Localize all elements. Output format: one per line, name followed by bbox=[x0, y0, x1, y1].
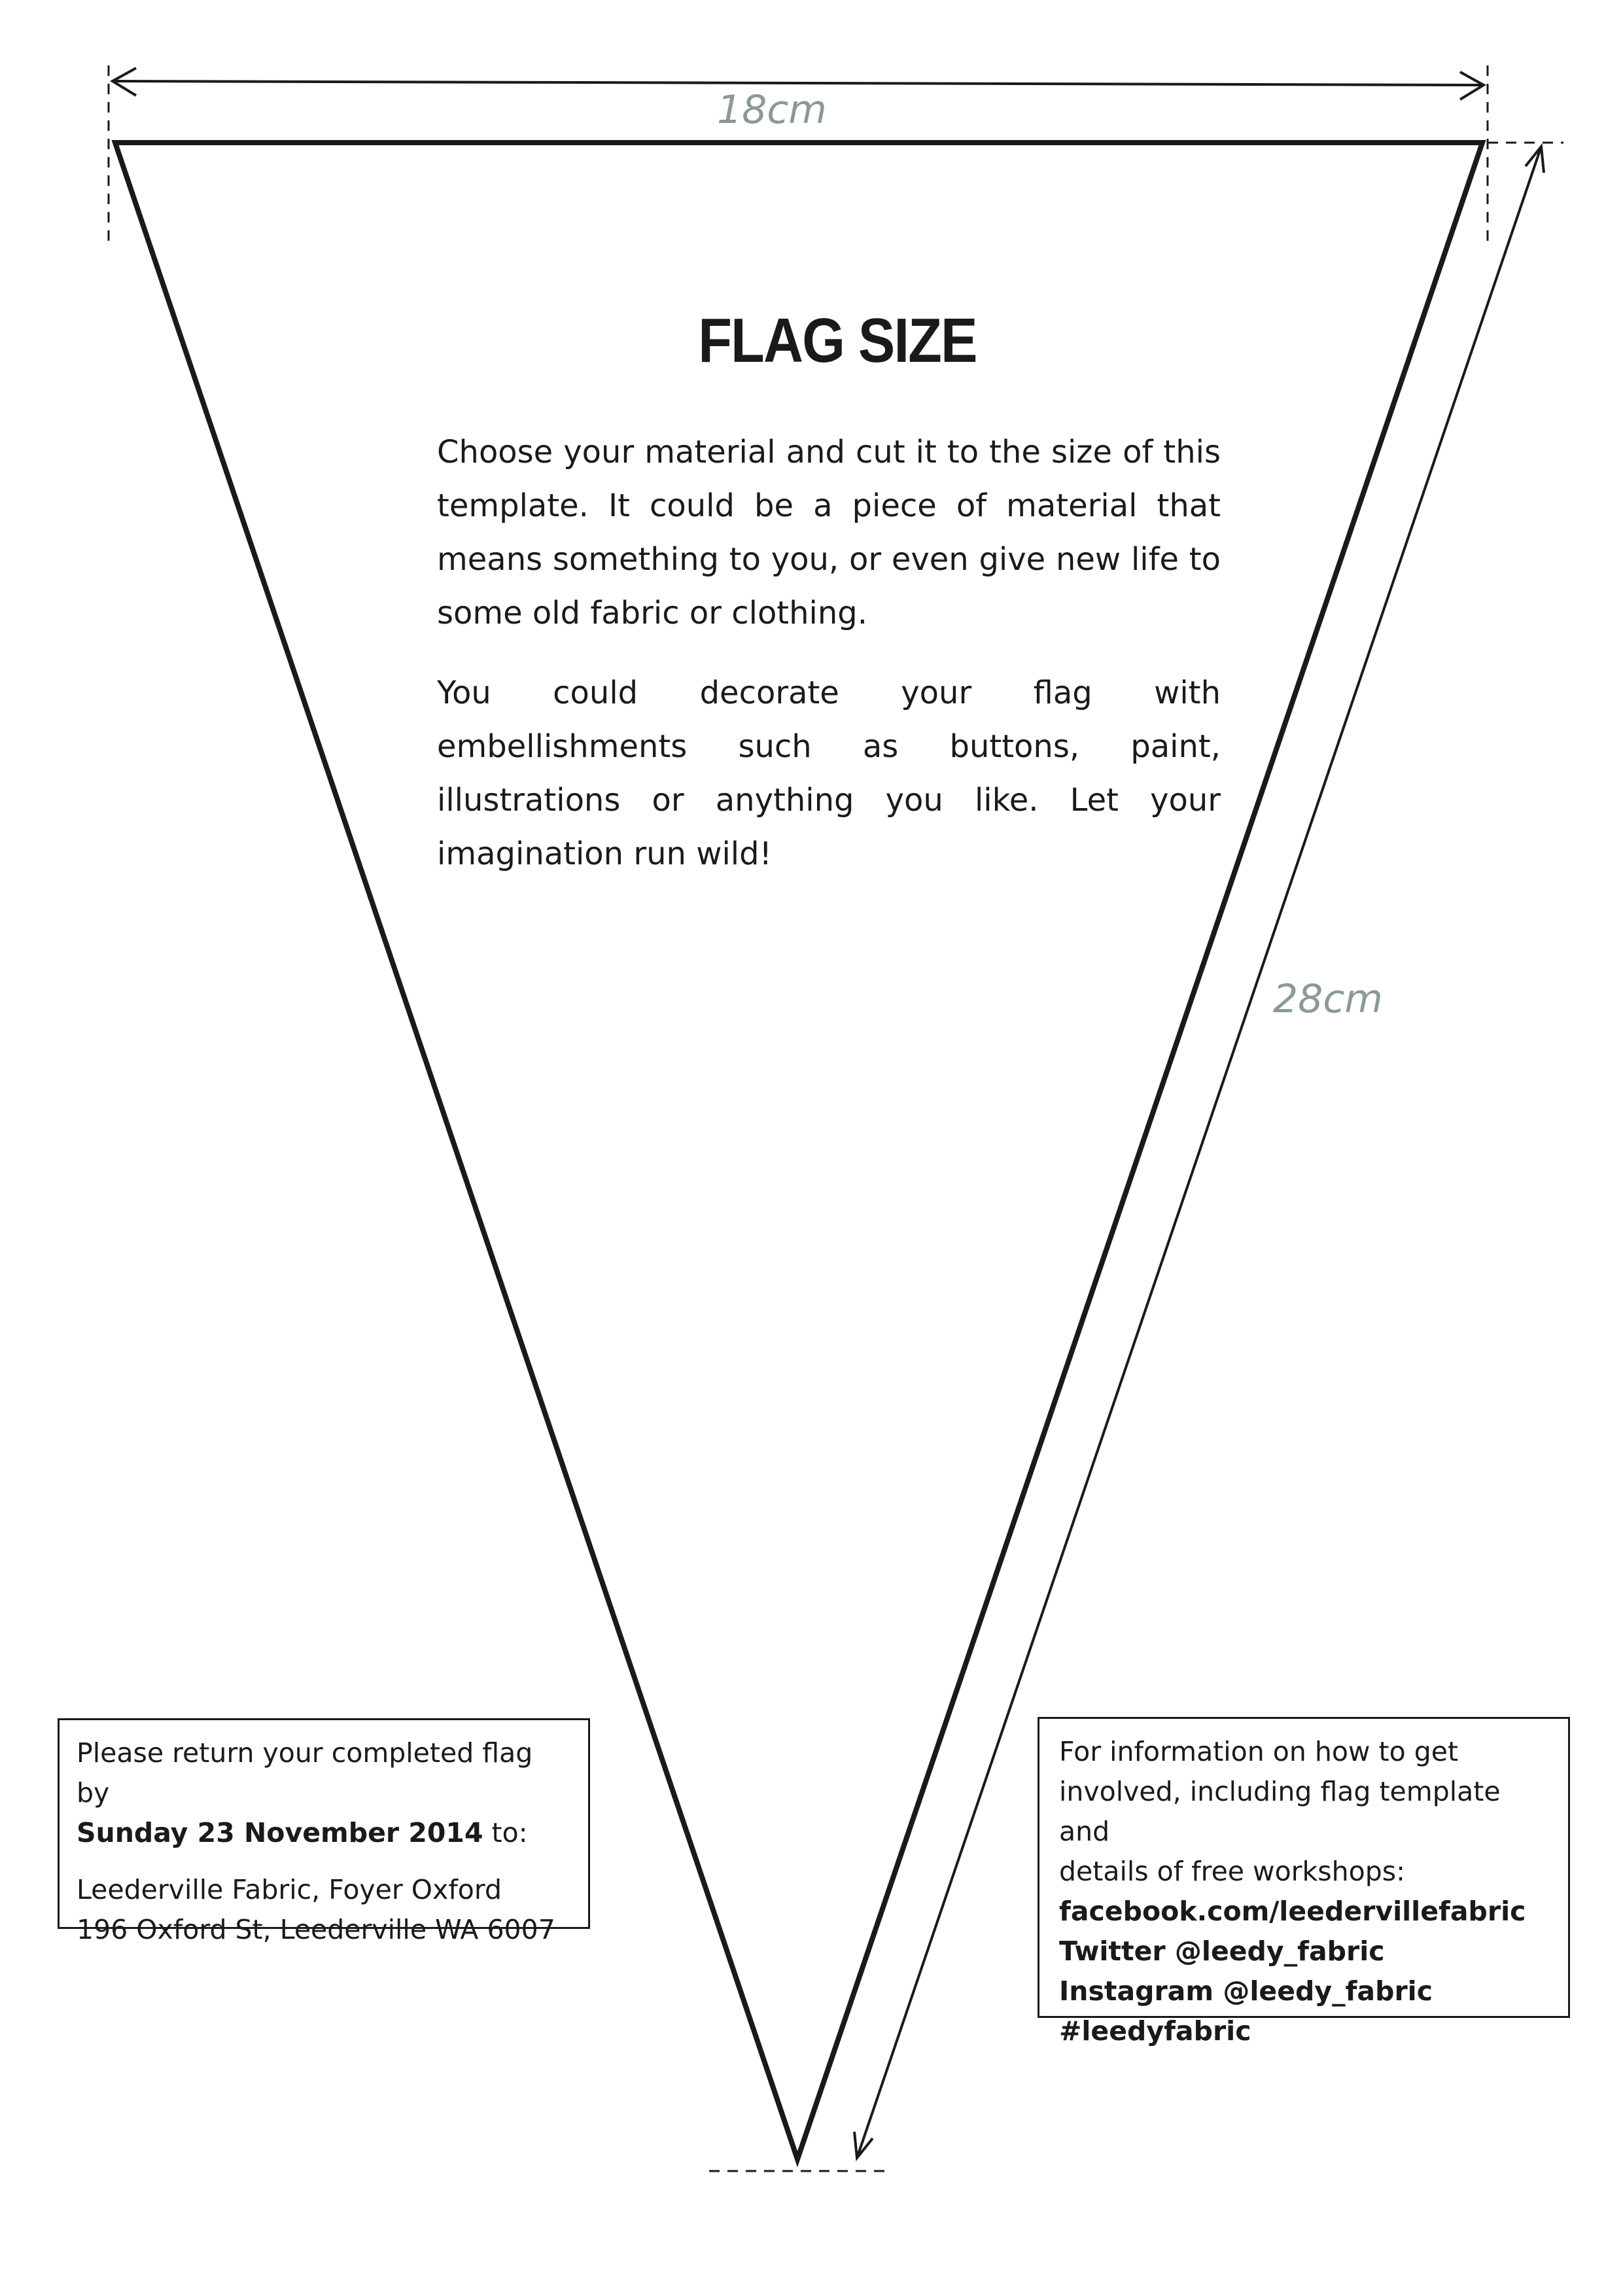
height-dimension-label: 28cm bbox=[1273, 976, 1383, 1022]
return-date: Sunday 23 November 2014 bbox=[77, 1817, 483, 1848]
return-to: to: bbox=[483, 1817, 528, 1848]
instagram-handle[interactable]: Instagram @leedy_fabric bbox=[1059, 1975, 1433, 2007]
information-box bbox=[1038, 1717, 1570, 2047]
page-title: FLAG SIZE bbox=[698, 306, 977, 376]
instructions-paragraph-decorate: You could decorate your flag with embellishments such as buttons, paint, illustrations or anything you like. Let your imagination run wild! bbox=[437, 675, 1221, 872]
facebook-link[interactable]: facebook.com/leedervillefabric bbox=[1059, 1896, 1526, 1927]
twitter-handle[interactable]: Twitter @leedy_fabric bbox=[1059, 1935, 1385, 1967]
info-text-line-2: involved, including flag template and bbox=[1059, 1776, 1501, 1847]
return-details-box bbox=[58, 1718, 590, 1945]
info-text-line-3: details of free workshops: bbox=[1059, 1856, 1405, 1887]
return-address-line-2: 196 Oxford St, Leederville WA 6007 bbox=[77, 1914, 555, 1945]
instructions-paragraph-material: Choose your material and cut it to the size of this template. It could be a piece of material that means something to you, or even give new life to some old fabric or clothing. bbox=[437, 434, 1221, 631]
info-text-line-1: For information on how to get bbox=[1059, 1736, 1459, 1767]
width-dimension-label: 18cm bbox=[717, 87, 827, 133]
width-dimension-line bbox=[113, 81, 1484, 85]
instructions bbox=[437, 425, 1221, 907]
hashtag[interactable]: #leedyfabric bbox=[1059, 2015, 1251, 2047]
return-address-line-1: Leederville Fabric, Foyer Oxford bbox=[77, 1874, 502, 1905]
return-instruction: Please return your completed flag by bbox=[77, 1737, 533, 1809]
return-date-line bbox=[77, 1813, 571, 1853]
